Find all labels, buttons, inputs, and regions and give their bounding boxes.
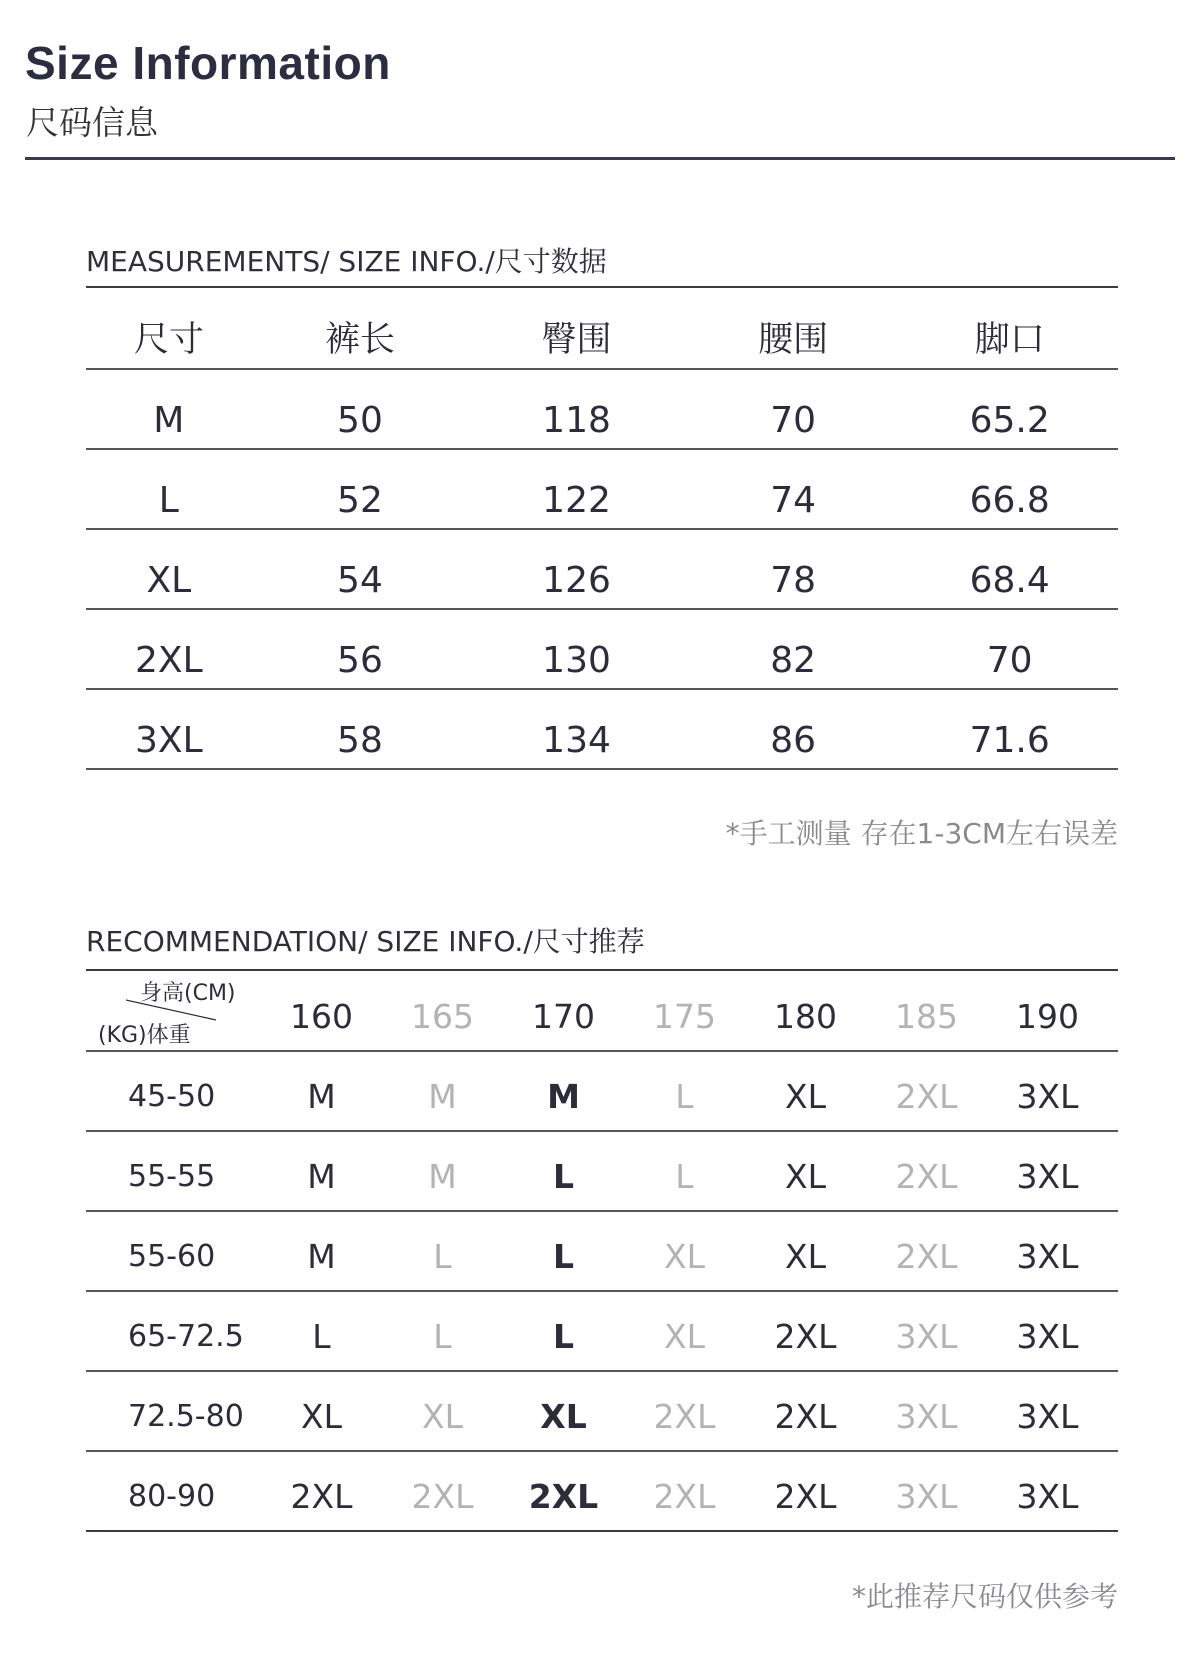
table-cell: 54 xyxy=(337,559,383,601)
size-cell: 3XL xyxy=(1016,1076,1079,1116)
row-divider xyxy=(86,688,1118,690)
size-cell: XL xyxy=(785,1076,826,1116)
size-cell: 3XL xyxy=(895,1396,958,1436)
size-label: 3XL xyxy=(135,719,203,761)
recommendation-row xyxy=(86,1066,1118,1126)
size-cell: 3XL xyxy=(1016,1156,1079,1196)
size-cell: 2XL xyxy=(411,1476,474,1516)
table-cell: 74 xyxy=(770,479,817,521)
measurements-row xyxy=(86,390,1118,450)
size-cell: L xyxy=(675,1076,694,1116)
measurements-header-row xyxy=(86,307,1118,367)
weight-label: 45-50 xyxy=(128,1078,216,1114)
table-cell: 82 xyxy=(770,639,817,681)
table-cell: 50 xyxy=(337,399,383,441)
row-divider xyxy=(86,608,1118,610)
table-cell: 66.8 xyxy=(969,479,1050,521)
size-cell: L xyxy=(552,1236,575,1276)
recommendation-row xyxy=(86,1306,1118,1366)
size-cell: L xyxy=(433,1316,452,1356)
height-header: 175 xyxy=(653,996,716,1036)
table-cell: 58 xyxy=(337,719,383,761)
row-divider xyxy=(86,448,1118,450)
table-cell: 126 xyxy=(542,559,611,601)
measurements-title: MEASUREMENTS/ SIZE INFO./尺寸数据 xyxy=(86,245,607,278)
recommendation-row xyxy=(86,1386,1118,1446)
size-label: XL xyxy=(146,559,192,601)
weight-label: 72.5-80 xyxy=(128,1398,244,1434)
table-cell: 70 xyxy=(770,399,817,441)
size-cell: L xyxy=(312,1316,331,1356)
height-header: 185 xyxy=(895,996,958,1036)
size-cell: XL xyxy=(540,1396,587,1436)
size-cell: M xyxy=(428,1076,457,1116)
size-cell: 3XL xyxy=(1016,1476,1079,1516)
size-cell: 3XL xyxy=(895,1476,958,1516)
table-cell: 52 xyxy=(337,479,383,521)
recommendation-note: *此推荐尺码仅供参考 xyxy=(851,1580,1118,1613)
row-divider xyxy=(86,1290,1118,1292)
page-subtitle: 尺码信息 xyxy=(26,103,158,142)
size-cell: 2XL xyxy=(528,1476,599,1516)
measurements-row xyxy=(86,470,1118,530)
size-cell: 2XL xyxy=(895,1156,958,1196)
table-cell: 56 xyxy=(337,639,383,681)
size-label: 2XL xyxy=(135,639,203,681)
size-cell: L xyxy=(552,1156,575,1196)
weight-label: 55-60 xyxy=(128,1238,216,1274)
size-cell: M xyxy=(307,1156,336,1196)
height-header: 160 xyxy=(290,996,353,1036)
column-header: 腰围 xyxy=(758,320,829,360)
measurements-row xyxy=(86,630,1118,690)
size-cell: 2XL xyxy=(895,1236,958,1276)
table-cell: 118 xyxy=(542,399,611,441)
recommendation-bottom-rule xyxy=(86,1530,1118,1532)
height-header: 170 xyxy=(532,996,595,1036)
column-header: 尺寸 xyxy=(133,320,204,360)
table-cell: 86 xyxy=(770,719,817,761)
table-cell: 122 xyxy=(542,479,611,521)
recommendation-row xyxy=(86,1146,1118,1206)
recommendation-row xyxy=(86,1226,1118,1286)
height-axis-label: 身高(CM) xyxy=(140,981,236,1006)
size-cell: M xyxy=(547,1076,580,1116)
table-cell: 68.4 xyxy=(969,559,1050,601)
size-cell: 3XL xyxy=(1016,1396,1079,1436)
table-cell: 65.2 xyxy=(969,399,1050,441)
size-cell: XL xyxy=(664,1236,705,1276)
size-cell: 2XL xyxy=(895,1076,958,1116)
measurements-row xyxy=(86,550,1118,610)
size-cell: L xyxy=(675,1156,694,1196)
size-cell: 2XL xyxy=(653,1396,716,1436)
size-cell: M xyxy=(428,1156,457,1196)
size-cell: 2XL xyxy=(774,1396,837,1436)
height-header: 165 xyxy=(411,996,474,1036)
size-cell: L xyxy=(433,1236,452,1276)
row-divider xyxy=(86,1450,1118,1452)
row-divider xyxy=(86,1130,1118,1132)
size-label: L xyxy=(158,479,179,521)
weight-label: 55-55 xyxy=(128,1158,216,1194)
size-cell: 2XL xyxy=(290,1476,353,1516)
height-header: 190 xyxy=(1016,996,1079,1036)
table-cell: 71.6 xyxy=(969,719,1050,761)
recommendation-title: RECOMMENDATION/ SIZE INFO./尺寸推荐 xyxy=(86,925,645,958)
size-cell: 3XL xyxy=(895,1316,958,1356)
size-cell: XL xyxy=(664,1316,705,1356)
size-cell: M xyxy=(307,1076,336,1116)
size-cell: 2XL xyxy=(653,1476,716,1516)
height-header: 180 xyxy=(774,996,837,1036)
size-cell: 2XL xyxy=(774,1316,837,1356)
size-cell: M xyxy=(307,1236,336,1276)
recommendation-top-rule xyxy=(86,969,1118,971)
size-label: M xyxy=(153,399,185,441)
weight-axis-label: (KG)体重 xyxy=(98,1023,191,1048)
size-cell: XL xyxy=(301,1396,342,1436)
table-cell: 70 xyxy=(986,639,1033,681)
size-cell: 3XL xyxy=(1016,1316,1079,1356)
size-cell: XL xyxy=(785,1156,826,1196)
recommendation-row xyxy=(86,1466,1118,1526)
measurements-bottom-rule xyxy=(86,768,1118,770)
measurements-row xyxy=(86,710,1118,770)
row-divider xyxy=(86,1370,1118,1372)
size-cell: 2XL xyxy=(774,1476,837,1516)
row-divider xyxy=(86,1050,1118,1052)
column-header: 脚口 xyxy=(974,320,1045,360)
header-divider xyxy=(25,157,1175,160)
size-cell: XL xyxy=(422,1396,463,1436)
weight-label: 80-90 xyxy=(128,1478,216,1514)
table-cell: 134 xyxy=(542,719,611,761)
weight-label: 65-72.5 xyxy=(128,1318,244,1354)
measurement-note: *手工测量 存在1-3CM左右误差 xyxy=(725,817,1118,850)
size-cell: XL xyxy=(785,1236,826,1276)
measurements-top-rule xyxy=(86,286,1118,288)
table-cell: 130 xyxy=(542,639,611,681)
size-cell: L xyxy=(552,1316,575,1356)
table-cell: 78 xyxy=(770,559,817,601)
row-divider xyxy=(86,368,1118,370)
row-divider xyxy=(86,528,1118,530)
size-cell: 3XL xyxy=(1016,1236,1079,1276)
column-header: 臀围 xyxy=(541,320,612,360)
column-header: 裤长 xyxy=(324,320,395,360)
row-divider xyxy=(86,1210,1118,1212)
page-title: Size Information xyxy=(25,37,391,89)
recommendation-header-row xyxy=(86,986,1118,1046)
